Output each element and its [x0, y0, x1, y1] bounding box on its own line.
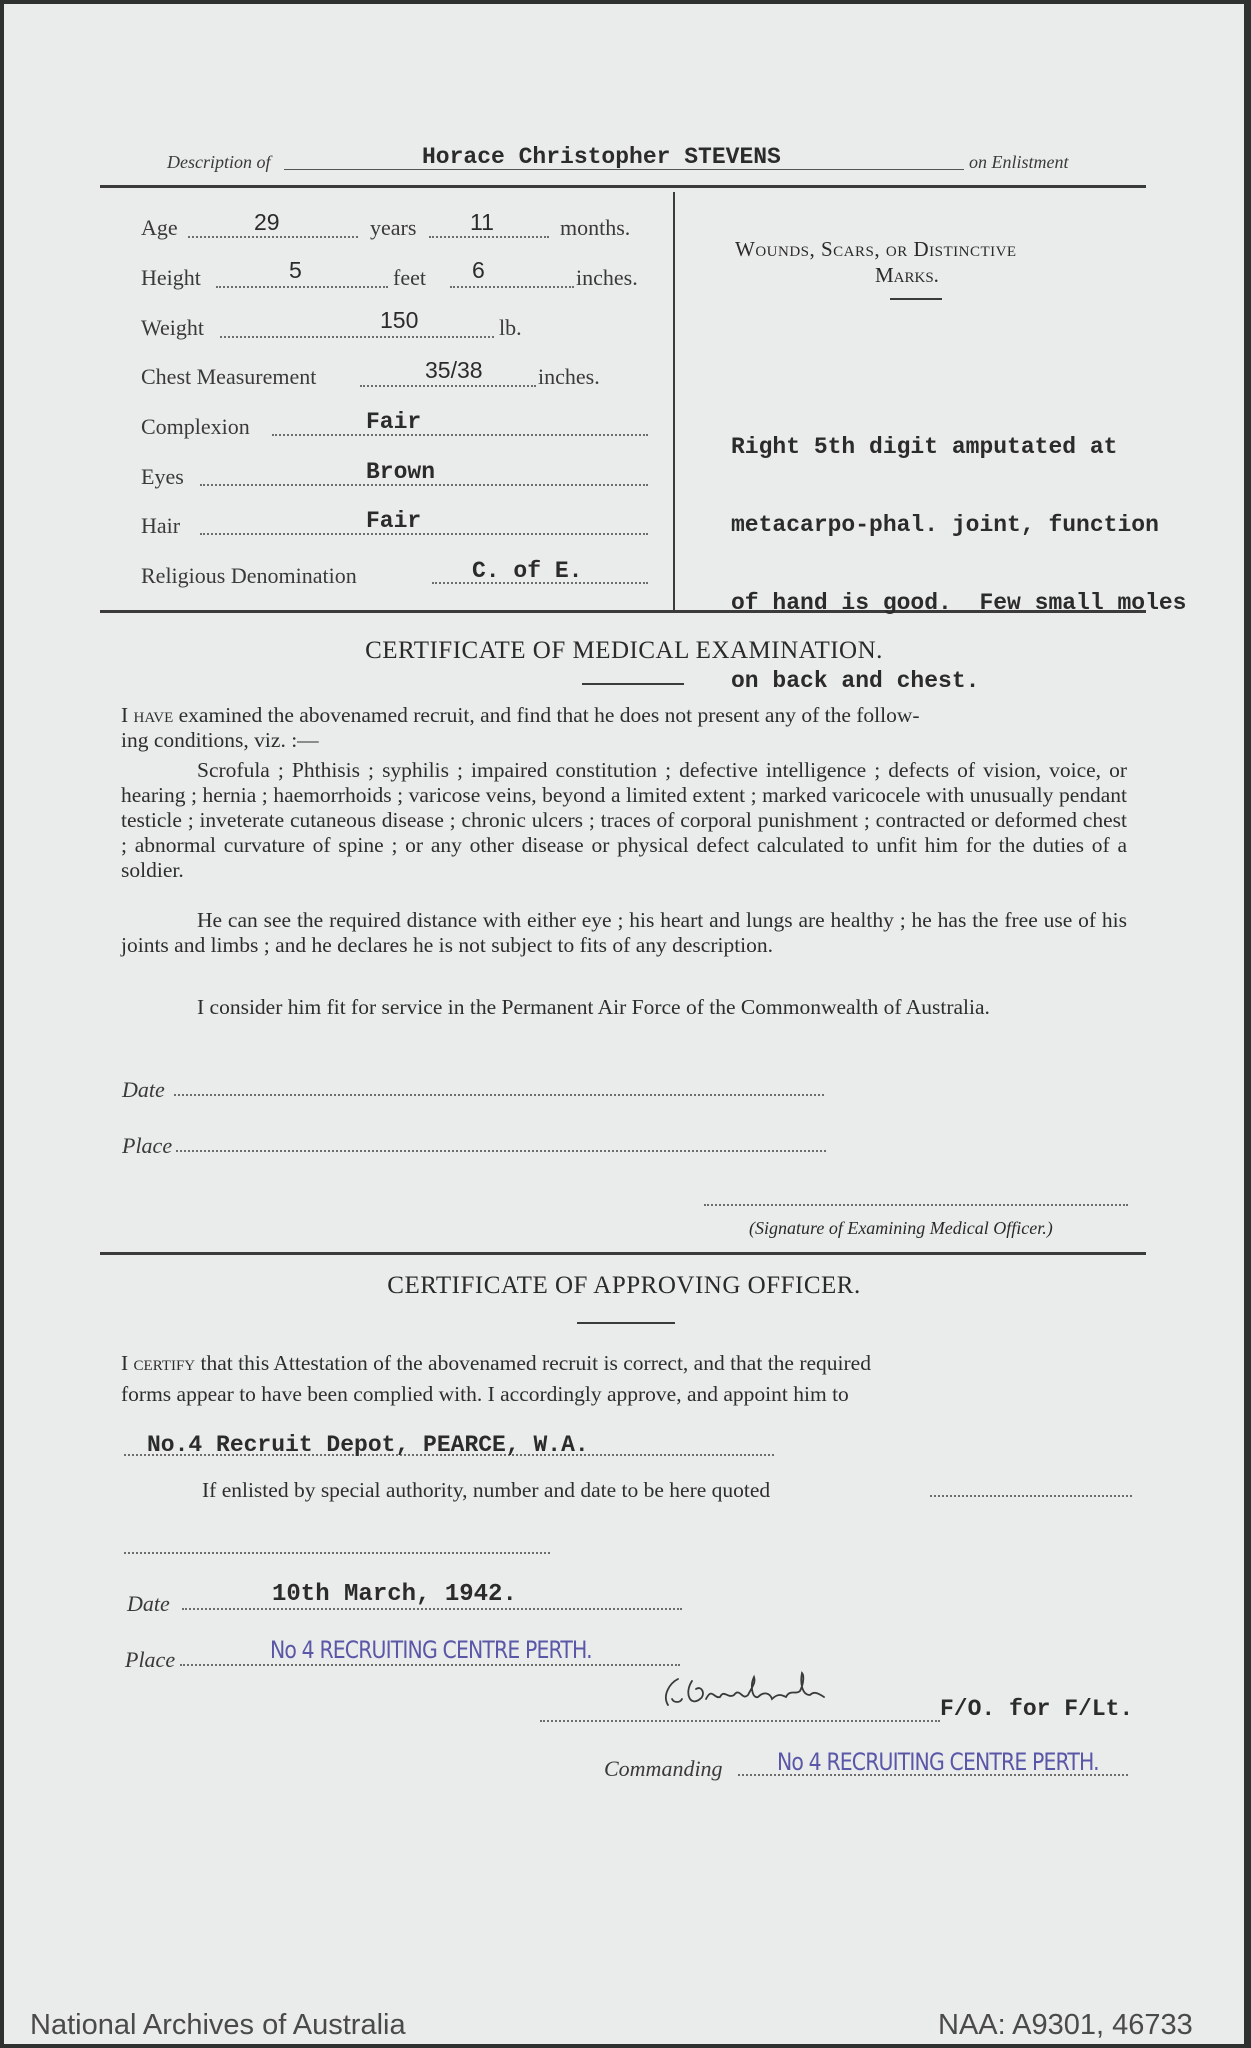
medical-signature-line	[704, 1204, 1128, 1206]
marks-text	[731, 382, 1186, 746]
medical-date-label: Date	[122, 1077, 165, 1102]
approving-date-field	[182, 1608, 682, 1610]
medical-fit-for-service: I consider him fit for service in the Permanent Air Force of the Commonwealth of Australia.	[197, 995, 990, 1019]
chest-value: 35/38	[425, 357, 483, 383]
medical-intro-line2: ing conditions, viz. :—	[121, 728, 319, 752]
on-enlistment-label: on Enlistment	[969, 152, 1069, 172]
height-feet-dots	[216, 286, 388, 288]
medical-intro-lead: I have	[121, 703, 174, 727]
marks-text-line: Right 5th digit amputated at	[731, 434, 1118, 460]
marks-heading-line1: Wounds, Scars, or Distinctive	[735, 237, 1017, 261]
months-label: months.	[560, 215, 631, 240]
eyes-label: Eyes	[141, 464, 184, 489]
marks-heading-rule	[890, 298, 942, 300]
medical-place-field	[176, 1150, 826, 1152]
archive-name: National Archives of Australia	[30, 2009, 406, 2041]
hair-label: Hair	[141, 513, 181, 538]
complexion-dots	[272, 434, 648, 436]
inches-label: inches.	[576, 265, 638, 290]
approving-place-field	[180, 1664, 680, 1666]
weight-value: 150	[380, 307, 419, 333]
chest-dots	[360, 385, 536, 387]
feet-label: feet	[393, 265, 426, 290]
medical-place-label: Place	[122, 1133, 173, 1158]
complexion-label: Complexion	[141, 414, 250, 439]
eyes-value: Brown	[366, 459, 436, 485]
header-rule	[100, 185, 1146, 188]
special-authority-field	[930, 1495, 1132, 1497]
medical-fitness-statement: He can see the required distance with either eye ; his heart and lungs are healthy ; he has the free use of his joints and limbs ; and he declares he is not subject to fits of any description.	[121, 908, 1127, 957]
age-label: Age	[141, 215, 178, 240]
medical-intro	[121, 703, 1127, 753]
medical-heading-rule	[582, 683, 684, 685]
approving-top-rule	[100, 1252, 1146, 1255]
chest-inches-label: inches.	[538, 364, 600, 389]
medical-conditions: Scrofula ; Phthisis ; syphilis ; impaired constitution ; defective intelligence ; defects of vision, voice, or hearing ; hernia ; haemorrhoids ; varicose veins, beyond a limited extent ; marked varicocele with unusually pendant testicle ; inveterate cutaneous disease ; chronic ulcers ; traces of corporal punishment ; contracted or deformed chest ; abnormal curvature of spine ; or any other disease or physical defect calculated to unfit him for the duties of a soldier.	[121, 758, 1127, 882]
age-years-value: 29	[254, 209, 280, 235]
age-months-value: 11	[470, 209, 494, 235]
unit-value: No.4 Recruit Depot, PEARCE, W.A.	[147, 1432, 589, 1458]
commanding-rank: F/O. for F/Lt.	[940, 1696, 1134, 1722]
commanding-label: Commanding	[604, 1756, 723, 1781]
height-feet-value: 5	[289, 257, 302, 283]
special-authority-field-2	[124, 1552, 550, 1554]
description-of-label: Description of	[167, 152, 271, 172]
recruit-name: Horace Christopher STEVENS	[422, 144, 781, 170]
approving-certify-line1: that this Attestation of the abovenamed recruit is correct, and that the required	[195, 1351, 871, 1375]
medical-intro-line1: examined the abovenamed recruit, and find that he does not present any of the follow-	[173, 703, 920, 727]
complexion-value: Fair	[366, 409, 422, 435]
chest-label: Chest Measurement	[141, 364, 317, 389]
approving-date-label: Date	[127, 1591, 170, 1616]
hair-dots	[200, 533, 648, 535]
medical-date-field	[174, 1094, 824, 1096]
commanding-signature-line	[540, 1720, 940, 1722]
archive-reference: NAA: A9301, 46733	[938, 2009, 1193, 2041]
height-label: Height	[141, 265, 201, 290]
age-months-dots	[429, 236, 549, 238]
medical-heading: CERTIFICATE OF MEDICAL EXAMINATION.	[365, 637, 883, 664]
religion-label: Religious Denomination	[141, 563, 357, 588]
approving-certify-text	[121, 1348, 1131, 1410]
age-years-dots	[188, 236, 358, 238]
approving-certify-line2: forms appear to have been complied with. I accordingly approve, and appoint him to	[121, 1382, 849, 1406]
marks-text-line: on back and chest.	[731, 668, 980, 694]
commanding-unit-stamp: No 4 RECRUITING CENTRE PERTH.	[777, 1748, 1099, 1776]
column-divider	[673, 192, 675, 610]
approving-heading: CERTIFICATE OF APPROVING OFFICER.	[387, 1272, 861, 1299]
years-label: years	[370, 215, 417, 240]
special-authority-text: If enlisted by special authority, number and date to be here quoted	[202, 1478, 771, 1502]
attestation-form-page	[4, 4, 1244, 2044]
marks-text-line: metacarpo-phal. joint, function	[731, 512, 1159, 538]
marks-heading-line2: Marks.	[875, 263, 939, 287]
weight-dots	[220, 336, 494, 338]
approving-date-value: 10th March, 1942.	[272, 1581, 517, 1608]
approving-heading-rule	[577, 1322, 675, 1324]
height-inches-value: 6	[472, 257, 485, 283]
medical-signature-caption: (Signature of Examining Medical Officer.)	[749, 1218, 1053, 1238]
hair-value: Fair	[366, 508, 422, 534]
religion-value: C. of E.	[472, 558, 583, 584]
lb-label: lb.	[499, 315, 522, 340]
marks-text-line: of hand is good. Few small moles	[731, 590, 1187, 616]
approving-certify-lead: I certify	[121, 1351, 196, 1375]
commanding-officer-signature	[654, 1669, 894, 1719]
weight-label: Weight	[141, 315, 204, 340]
approving-place-stamp: No 4 RECRUITING CENTRE PERTH.	[270, 1636, 592, 1664]
approving-place-label: Place	[125, 1647, 176, 1672]
height-inches-dots	[450, 286, 574, 288]
